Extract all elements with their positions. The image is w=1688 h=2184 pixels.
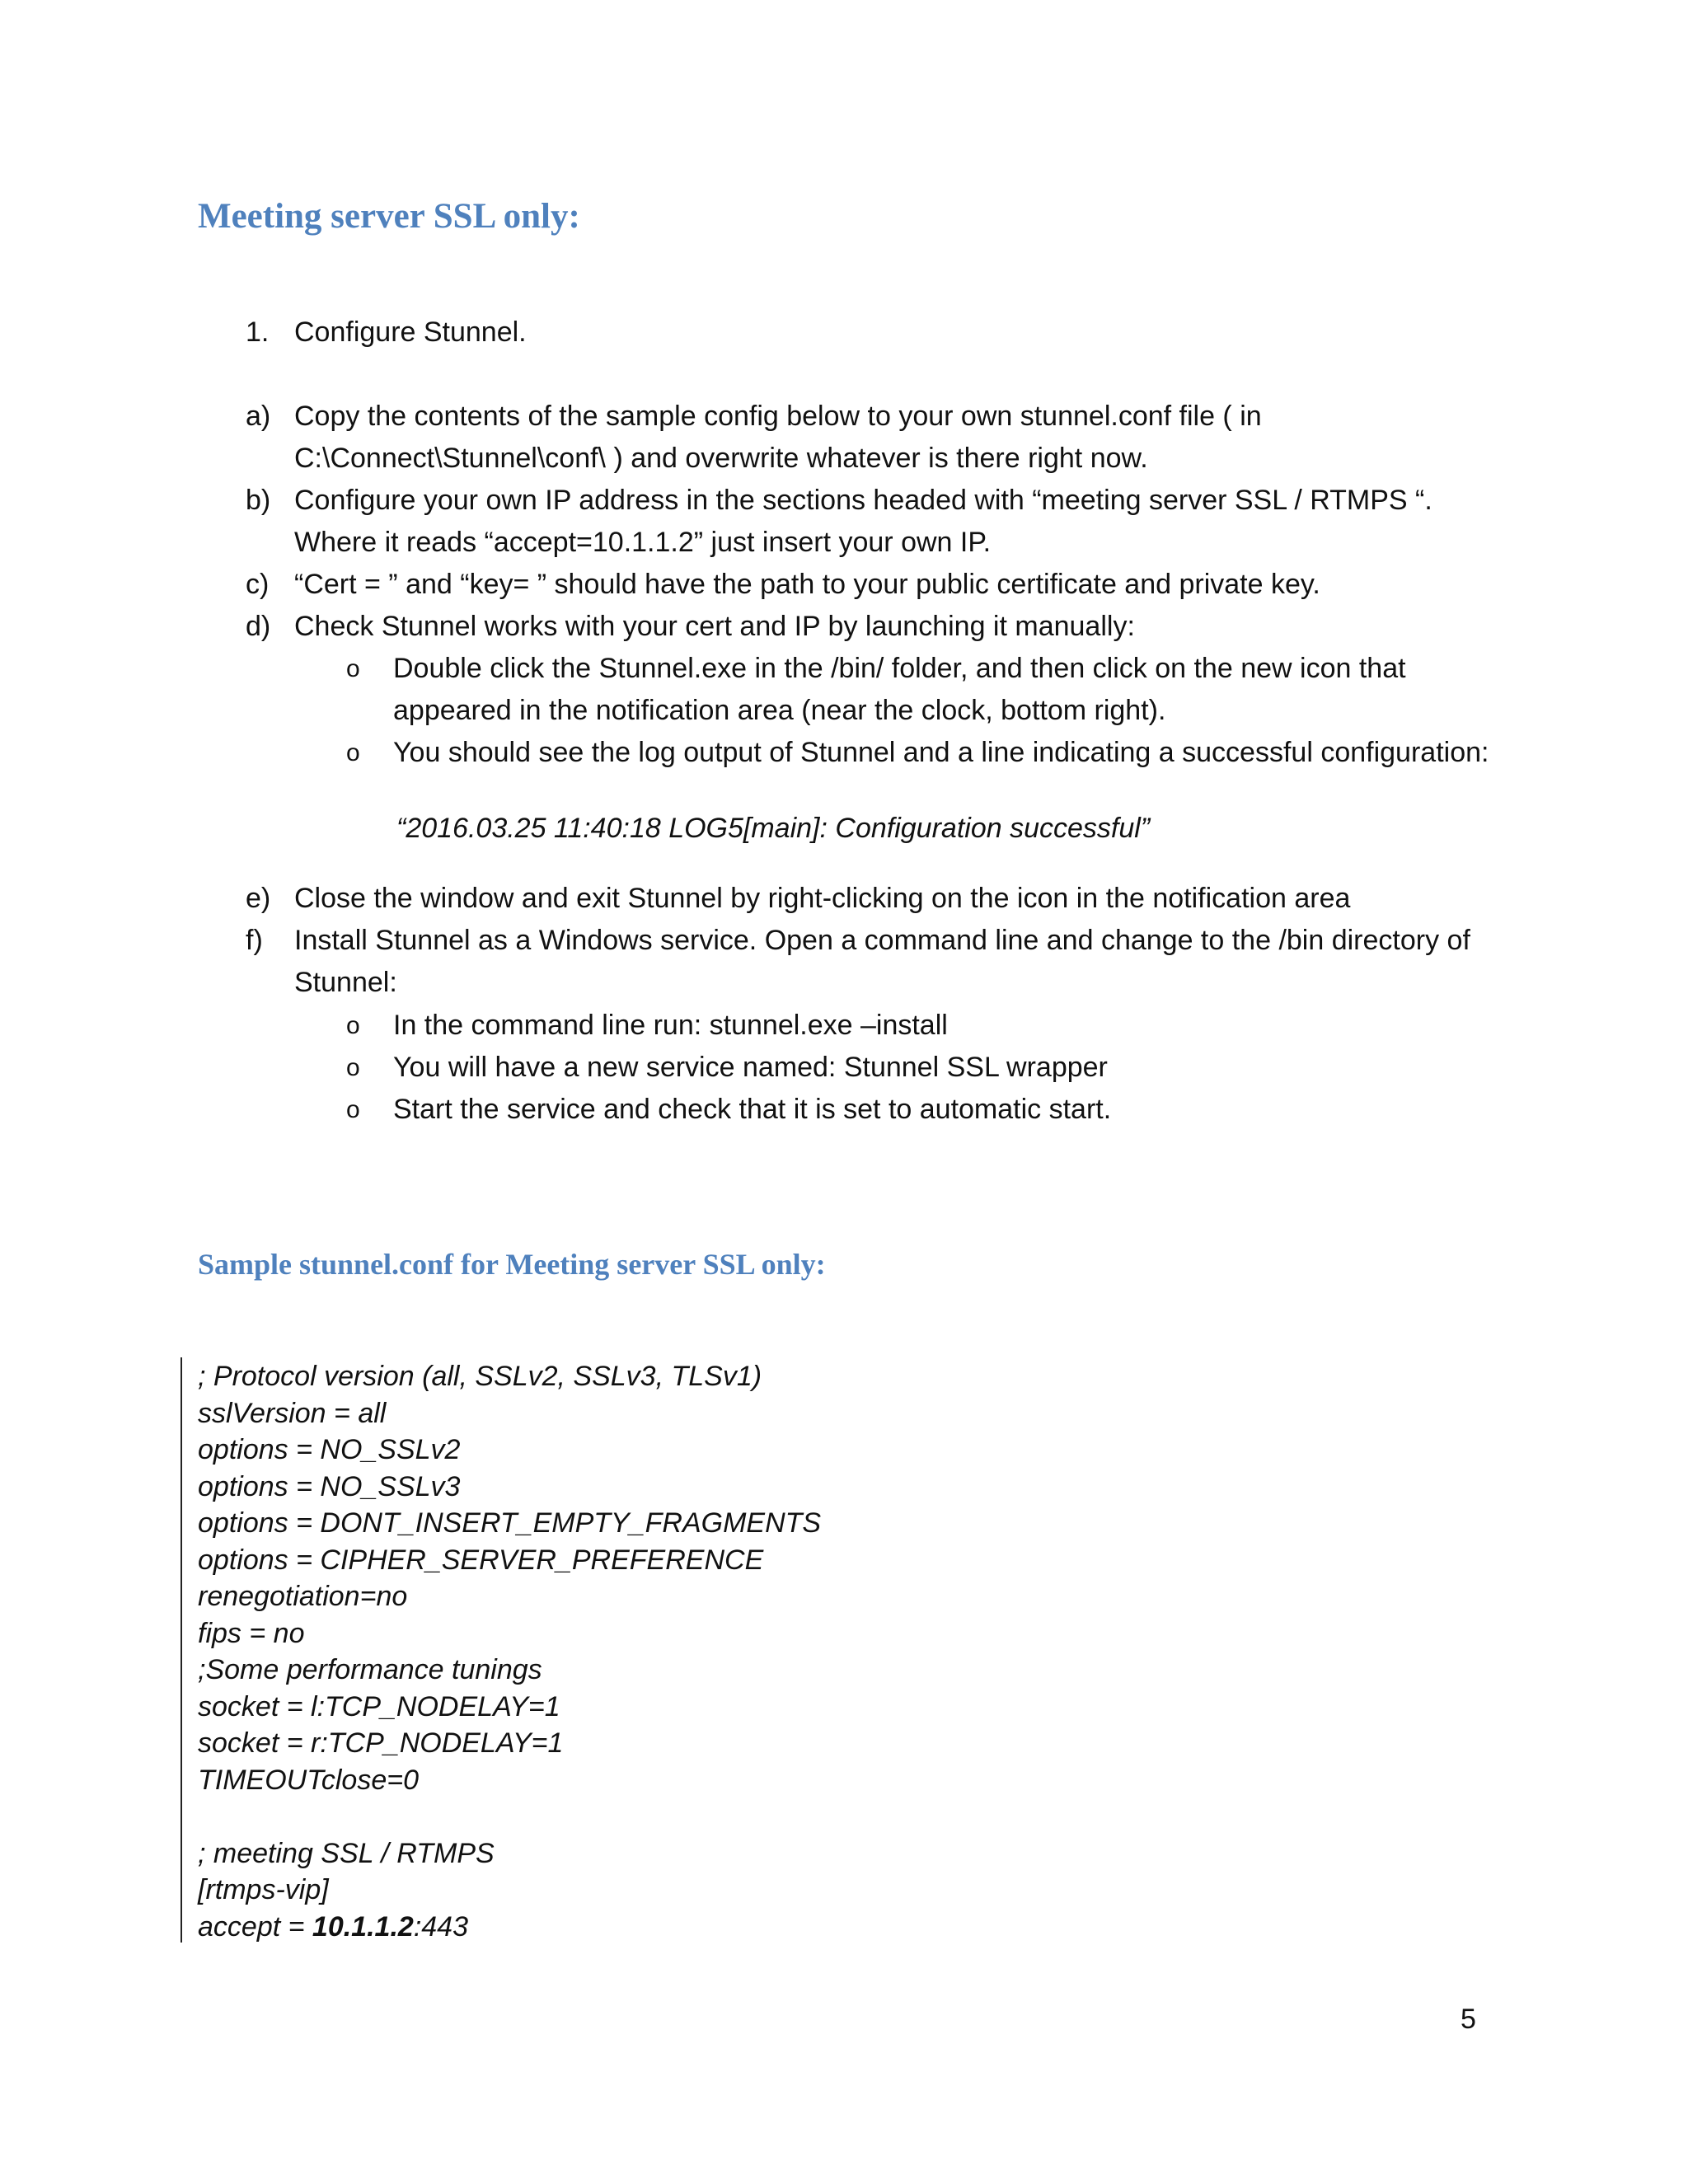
item-a-line-1: Copy the contents of the sample config below to your own stunnel.conf file ( in <box>294 401 1262 432</box>
d-bullet-1-line-1: Double click the Stunnel.exe in the /bin/ folder, and then click on the new icon that <box>393 653 1406 684</box>
code-line: options = CIPHER_SERVER_PREFERENCE <box>198 1544 764 1576</box>
item-b-line-2: Where it reads “accept=10.1.1.2” just insert your own IP. <box>294 527 992 558</box>
f-bullet-3: Start the service and check that it is set to automatic start. <box>393 1094 1112 1125</box>
item-b-line-1: Configure your own IP address in the sections headed with “meeting server SSL / RTMPS “. <box>294 485 1432 516</box>
bullet-marker: o <box>346 655 360 682</box>
item-e-line-1: Close the window and exit Stunnel by right-clicking on the icon in the notification area <box>294 883 1351 914</box>
step-number: 1. <box>246 316 270 348</box>
log-output-line: “2016.03.25 11:40:18 LOG5[main]: Configuration successful” <box>396 813 1151 844</box>
code-line <box>198 1798 821 1835</box>
code-line: fips = no <box>198 1617 305 1649</box>
item-d-line-1: Check Stunnel works with your cert and IP by launching it manually: <box>294 611 1135 642</box>
code-line: socket = l:TCP_NODELAY=1 <box>198 1690 560 1722</box>
config-code-block <box>198 1358 821 1945</box>
sample-config-heading: Sample stunnel.conf for Meeting server SSL only: <box>198 1248 826 1281</box>
accept-ip: 10.1.1.2 <box>312 1910 414 1943</box>
bullet-marker: o <box>346 1054 360 1081</box>
step-text: Configure Stunnel. <box>294 316 527 348</box>
item-marker-f: f) <box>246 925 263 956</box>
accept-prefix: accept = <box>198 1910 312 1943</box>
f-bullet-1: In the command line run: stunnel.exe –install <box>393 1010 948 1041</box>
item-c-line-1: “Cert = ” and “key= ” should have the path to your public certificate and private key. <box>294 569 1320 600</box>
change-bar <box>181 1357 182 1943</box>
bullet-marker: o <box>346 1096 360 1123</box>
bullet-marker: o <box>346 1012 360 1039</box>
code-line: socket = r:TCP_NODELAY=1 <box>198 1727 564 1759</box>
code-line: ; Protocol version (all, SSLv2, SSLv3, TLSv1) <box>198 1361 762 1392</box>
code-line: [rtmps-vip] <box>198 1874 329 1905</box>
f-bullet-2: You will have a new service named: Stunnel SSL wrapper <box>393 1052 1108 1083</box>
d-bullet-1-line-2: appeared in the notification area (near the clock, bottom right). <box>393 695 1166 726</box>
code-line: TIMEOUTclose=0 <box>198 1764 419 1796</box>
code-accept-line <box>198 1909 821 1946</box>
section-heading: Meeting server SSL only: <box>198 197 580 236</box>
code-line: renegotiation=no <box>198 1581 408 1612</box>
code-line: ;Some performance tunings <box>198 1654 542 1685</box>
item-a-line-2: C:\Connect\Stunnel\conf\ ) and overwrite whatever is there right now. <box>294 443 1148 474</box>
item-marker-b: b) <box>246 485 271 516</box>
item-f-line-2: Stunnel: <box>294 967 397 998</box>
accept-port: :443 <box>413 1910 468 1943</box>
item-marker-d: d) <box>246 611 271 642</box>
item-marker-c: c) <box>246 569 270 600</box>
item-f-line-1: Install Stunnel as a Windows service. Open a command line and change to the /bin directory of <box>294 925 1470 956</box>
code-line: options = DONT_INSERT_EMPTY_FRAGMENTS <box>198 1507 822 1539</box>
code-line: sslVersion = all <box>198 1397 387 1429</box>
code-line: options = NO_SSLv3 <box>198 1470 461 1502</box>
d-bullet-2-line-1: You should see the log output of Stunnel and a line indicating a successful configuration: <box>393 737 1489 768</box>
item-marker-a: a) <box>246 401 271 432</box>
bullet-marker: o <box>346 739 360 766</box>
code-line: ; meeting SSL / RTMPS <box>198 1837 495 1869</box>
code-line: options = NO_SSLv2 <box>198 1434 461 1465</box>
page-number: 5 <box>1461 2004 1476 2035</box>
item-marker-e: e) <box>246 883 271 914</box>
